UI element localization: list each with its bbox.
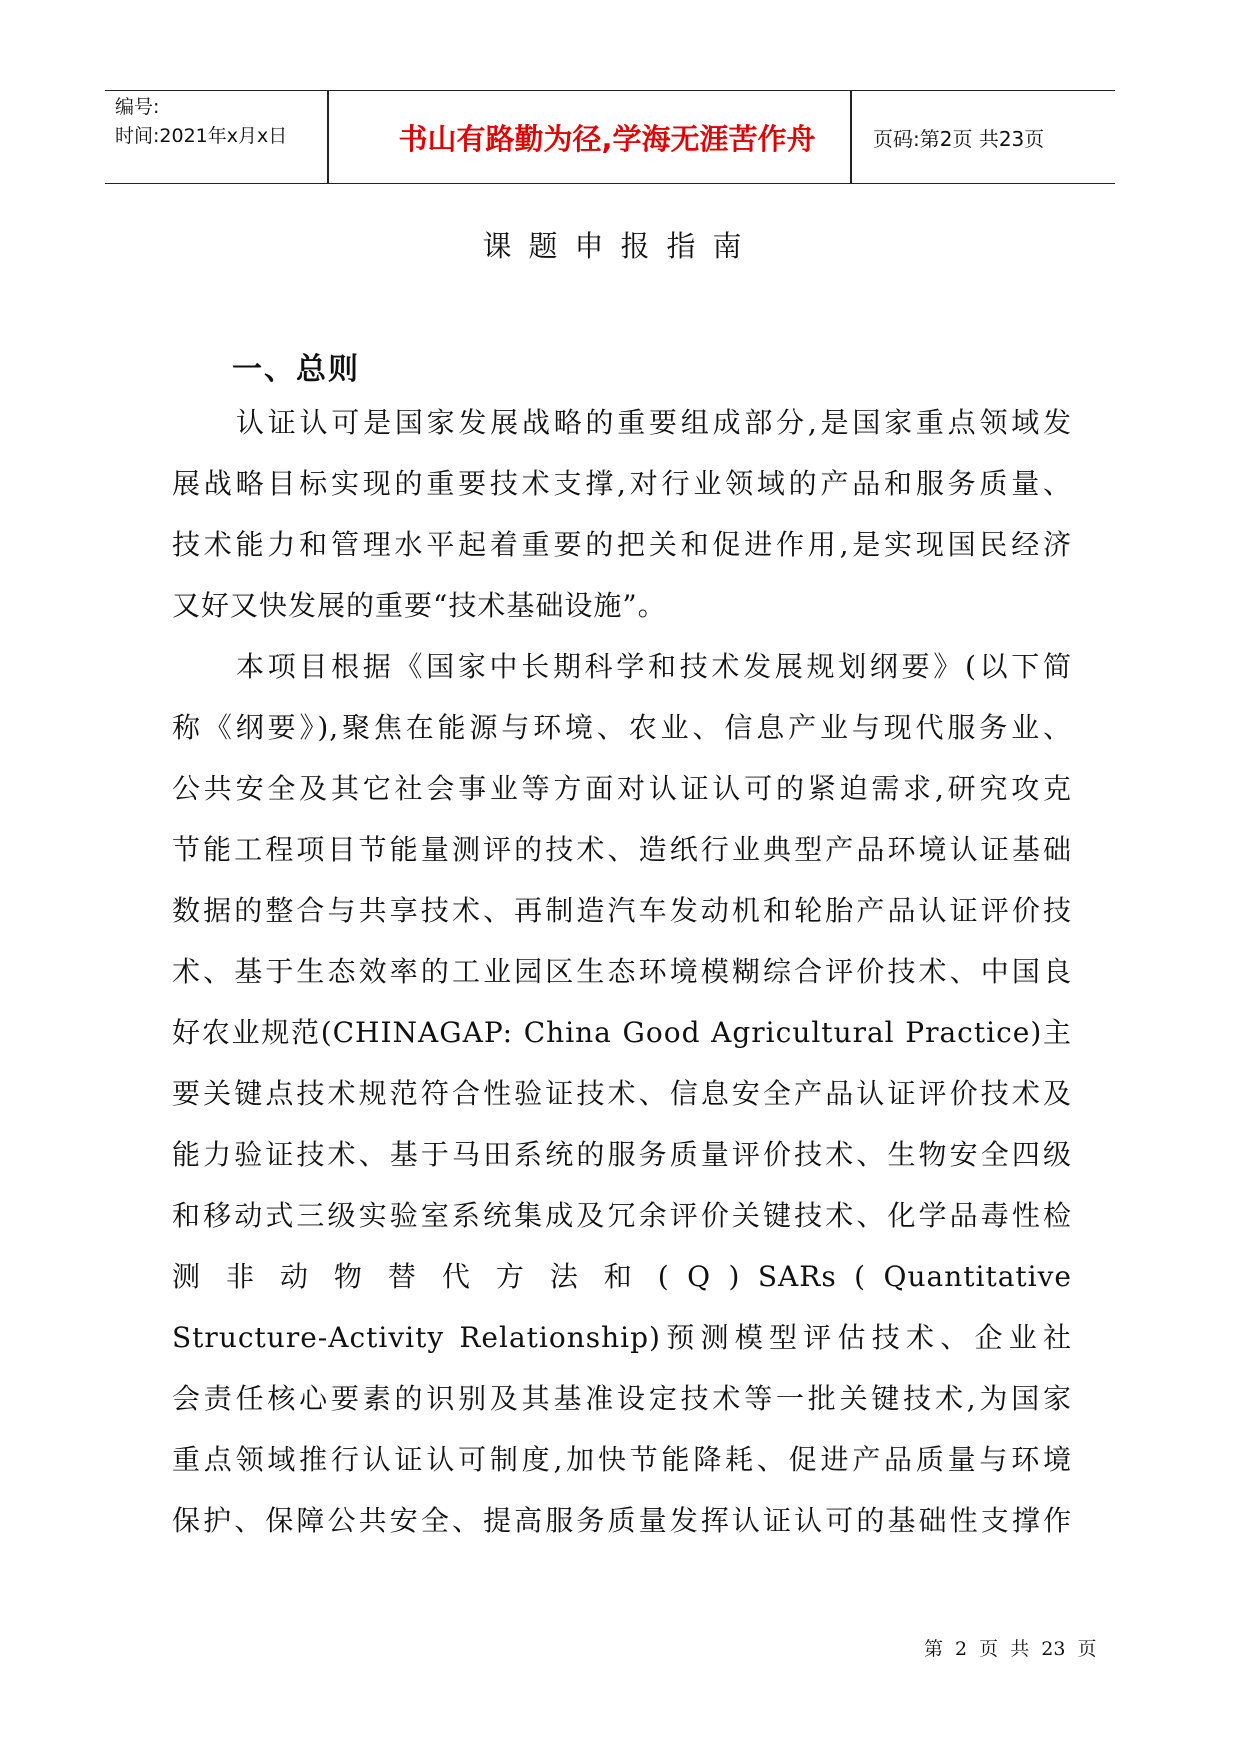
header-motto: 书山有路勤为径,学海无涯苦作舟 [398, 121, 816, 156]
text-line: 技术能力和管理水平起着重要的把关和促进作用,是实现国民经济 [172, 528, 1072, 561]
text-line: 会责任核心要素的识别及其基准设定技术等一批关键技术,为国家 [172, 1382, 1072, 1415]
text-line: 要关键点技术规范符合性验证技术、信息安全产品认证评价技术及 [172, 1077, 1072, 1110]
text-line: 能力验证技术、基于马田系统的服务质量评价技术、生物安全四级 [172, 1138, 1072, 1171]
document-number-label: 编号: [115, 96, 160, 118]
text-line: 重点领域推行认证认可制度,加快节能降耗、促进产品质量与环境 [172, 1443, 1072, 1476]
text-line: 认证认可是国家发展战略的重要组成部分,是国家重点领域发 [236, 406, 1072, 439]
text-line: 好农业规范(CHINAGAP: China Good Agricultural Practice)主 [172, 1016, 1072, 1049]
text-line: 保护、保障公共安全、提高服务质量发挥认证认可的基础性支撑作 [172, 1504, 1072, 1537]
text-line: 术、基于生态效率的工业园区生态环境模糊综合评价技术、中国良 [172, 955, 1072, 988]
page-header [105, 90, 1115, 184]
document-title: 课题申报指南 [482, 229, 759, 263]
text-line: Structure-Activity Relationship)预测模型评估技术、企业社 [172, 1321, 1072, 1354]
text-line: 公共安全及其它社会事业等方面对认证认可的紧迫需求,研究攻克 [172, 772, 1072, 805]
text-line: 和移动式三级实验室系统集成及冗余评价关键技术、化学品毒性检 [172, 1199, 1072, 1232]
page-footer: 第 2 页 共 23 页 [924, 1638, 1097, 1660]
header-divider [327, 91, 329, 183]
text-line: 展战略目标实现的重要技术支撑,对行业领域的产品和服务质量、 [172, 467, 1072, 500]
text-line: 称《纲要》),聚焦在能源与环境、农业、信息产业与现代服务业、 [172, 711, 1072, 744]
text-line: 测 非 动 物 替 代 方 法 和 ( Q ) SARs ( Quantitative [172, 1260, 1072, 1293]
header-divider [850, 91, 852, 183]
text-line: 数据的整合与共享技术、再制造汽车发动机和轮胎产品认证评价技 [172, 894, 1072, 927]
text-line: 本项目根据《国家中长期科学和技术发展规划纲要》(以下简 [236, 650, 1072, 683]
section-heading: 一、总则 [232, 352, 360, 387]
header-page-info: 页码:第2页 共23页 [873, 126, 1045, 151]
document-time-label: 时间:2021年x月x日 [115, 125, 288, 147]
text-line: 节能工程项目节能量测评的技术、造纸行业典型产品环境认证基础 [172, 833, 1072, 866]
text-line: 又好又快发展的重要“技术基础设施”。 [172, 589, 667, 622]
body-text [172, 392, 1072, 1551]
